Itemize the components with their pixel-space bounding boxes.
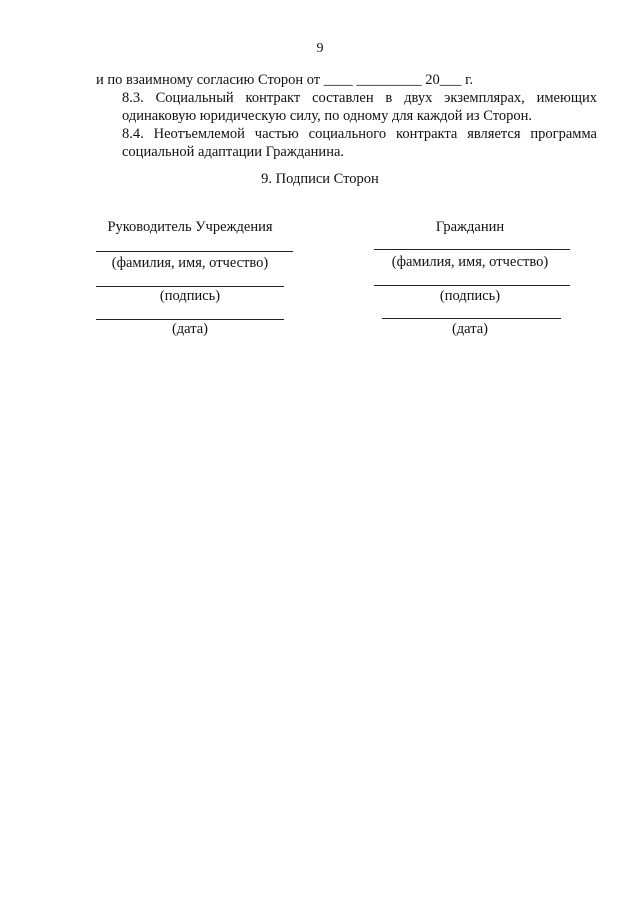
date-line-right <box>382 318 561 319</box>
signature-caption-right: (подпись) <box>439 288 501 304</box>
clause-8-3 <box>96 89 597 125</box>
page-number: 9 <box>316 41 324 56</box>
clause-8-4-line-2: социальной адаптации Гражданина. <box>122 144 345 160</box>
signature-title-left: Руководитель Учреждения <box>107 219 273 235</box>
clause-8-4-line-1: 8.4. Неотъемлемой частью социального контракта является программа <box>122 126 597 142</box>
date-line-left <box>96 319 284 320</box>
clause-8-3-line-2: одинаковую юридическую силу, по одному для каждой из Сторон. <box>122 108 533 124</box>
signature-line-right <box>374 285 570 286</box>
name-line-left <box>96 251 293 252</box>
signature-line-left <box>96 286 284 287</box>
date-caption-left: (дата) <box>171 321 209 337</box>
signature-caption-left: (подпись) <box>159 288 221 304</box>
name-caption-left: (фамилия, имя, отчество) <box>111 255 269 271</box>
name-line-right <box>374 249 570 250</box>
clause-8-3-line-1: 8.3. Социальный контракт составлен в двух экземплярах, имеющих <box>122 90 597 106</box>
clause-8-4 <box>96 125 597 161</box>
signature-title-right: Гражданин <box>435 219 505 235</box>
name-caption-right: (фамилия, имя, отчество) <box>391 254 549 270</box>
date-caption-right: (дата) <box>451 321 489 337</box>
contract-term-line: и по взаимному согласию Сторон от ____ _________ 20___ г. <box>96 72 474 88</box>
section-heading: 9. Подписи Сторон <box>261 171 379 187</box>
